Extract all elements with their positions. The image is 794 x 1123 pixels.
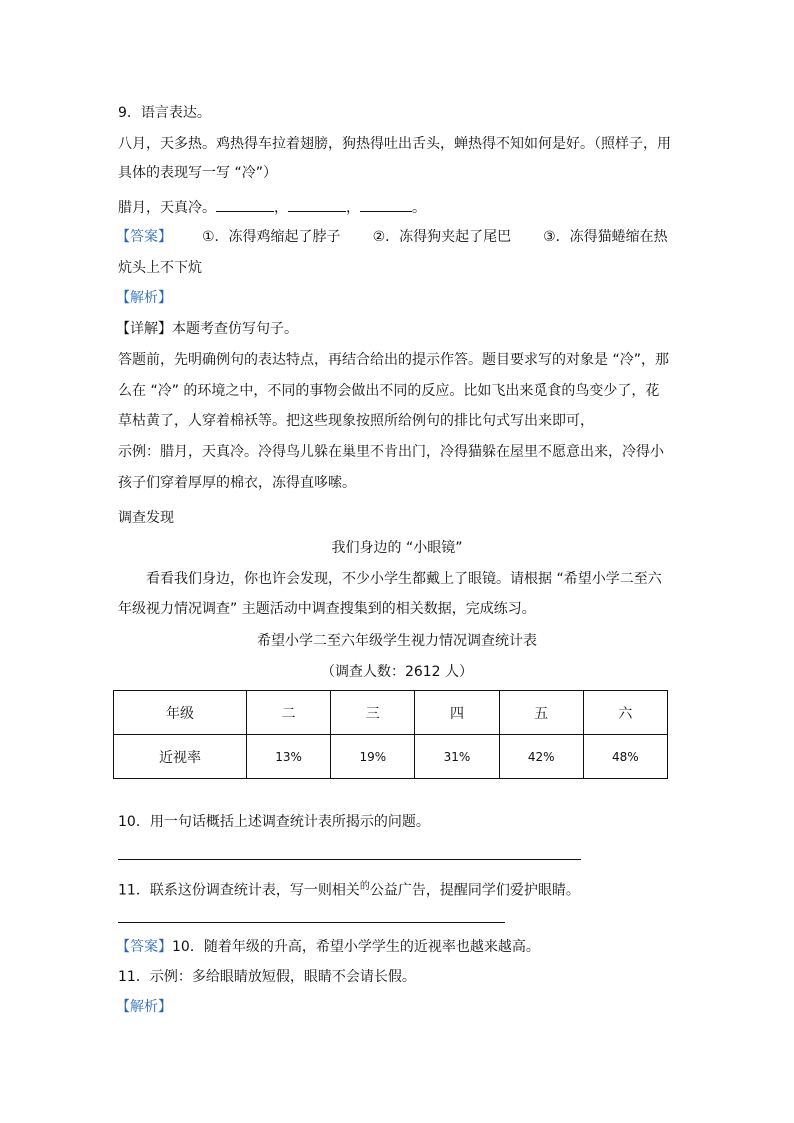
row-label: 近视率 [114, 735, 247, 779]
explain-line: 示例：腊月，天真冷。冷得鸟儿躲在巢里不肯出门，冷得猫躲在屋里不愿意出来，冷得小 [118, 444, 664, 460]
header-cell: 二 [247, 691, 331, 735]
table-cell: 42% [499, 735, 583, 779]
explain-line: 草枯黄了，人穿着棉袄等。把这些现象按照所给例句的排比句式写出来即可， [118, 413, 594, 429]
intro-text-cont: 年级视力情况调查” 主题活动中调查搜集到的相关数据，完成练习。 [118, 601, 536, 617]
detail-line [116, 319, 298, 339]
section-title: 我们身边的 “小眼镜” [331, 540, 463, 556]
answer-10: 10．随着年级的升高，希望小学学生的近视率也越来越高。 [172, 939, 540, 955]
answer-11: 11．示例：多给眼睛放短假，眼睛不会请长假。 [118, 969, 416, 985]
header-cell: 四 [415, 691, 499, 735]
table-cell: 31% [415, 735, 499, 779]
header-cell: 五 [499, 691, 583, 735]
intro-text: 看看我们身边，你也许会发现，不少小学生都戴上了眼镜。请根据 “希望小学二至六 [146, 571, 662, 587]
table-cell: 48% [583, 735, 667, 779]
table-cell: 19% [331, 735, 415, 779]
q9-fill-line [118, 197, 426, 218]
blank-3[interactable] [360, 197, 412, 212]
q11-text [118, 877, 580, 901]
separator: ， [346, 200, 360, 216]
q9-title: 9．语言表达。 [118, 105, 211, 121]
analysis-tag: 【解析】 [116, 999, 172, 1015]
analysis-tag: 【解析】 [116, 290, 172, 306]
answer-3: ③．冻得猫蜷缩在热 [543, 229, 668, 245]
table-header-row [114, 691, 668, 735]
table-subtitle: （调查人数：2612 人） [320, 664, 474, 680]
explain-line: 答题前，先明确例句的表达特点，再结合给出的提示作答。题目要求写的对象是 “冷”，那 [118, 352, 669, 368]
q9-prompt-cont: 具体的表现写一写 “冷”） [118, 165, 277, 181]
detail-text: 本题考查仿写句子。 [172, 321, 298, 337]
blank-2[interactable] [288, 197, 346, 212]
section-heading: 调查发现 [118, 510, 174, 526]
q10-text: 10．用一句话概括上述调查统计表所揭示的问题。 [118, 814, 430, 830]
answer-tag: 【答案】 [116, 229, 172, 245]
q11-text-a: 11．联系这份调查统计表，写一则相关 [118, 882, 360, 899]
period: 。 [412, 200, 426, 216]
fill-prefix: 腊月，天真冷。 [118, 200, 216, 216]
q11-sup: 的 [359, 881, 370, 892]
vision-table [113, 690, 668, 779]
explain-line: 孩子们穿着厚厚的棉衣，冻得直哆嗦。 [118, 475, 356, 491]
detail-tag: 【详解】 [116, 321, 172, 337]
q9-answer-line [116, 227, 668, 247]
table-title: 希望小学二至六年级学生视力情况调查统计表 [257, 633, 537, 649]
header-cell: 年级 [114, 691, 247, 735]
answer-tag: 【答案】 [116, 939, 172, 955]
header-cell: 三 [331, 691, 415, 735]
answer-2: ②．冻得狗夹起了尾巴 [372, 229, 512, 245]
q11-text-b: 公益广告，提醒同学们爱护眼睛。 [369, 882, 580, 899]
table-cell: 13% [247, 735, 331, 779]
answer-cont: 炕头上不下炕 [118, 260, 202, 276]
explain-line: 么在 “冷” 的环境之中，不同的事物会做出不同的反应。比如飞出来觅食的鸟变少了，花 [118, 383, 660, 399]
q11-answer-line[interactable] [118, 922, 505, 923]
answer-1: ①．冻得鸡缩起了脖子 [202, 229, 341, 245]
answer2-line [116, 937, 540, 957]
header-cell: 六 [583, 691, 667, 735]
separator: ， [274, 200, 288, 216]
q9-prompt: 八月，天多热。鸡热得车拉着翅膀，狗热得吐出舌头，蝉热得不知如何是好。（照样子，用 [118, 136, 671, 152]
q10-answer-line[interactable] [118, 859, 581, 860]
table-row [114, 735, 668, 779]
blank-1[interactable] [216, 197, 274, 212]
